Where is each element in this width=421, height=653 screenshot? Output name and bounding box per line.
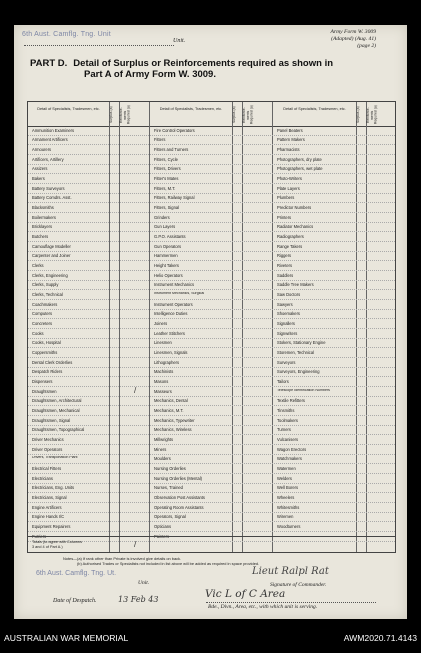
trade-label: Plumbers [277,195,295,201]
trade-label: Despatch Riders [32,369,63,375]
trade-label: Moulders [154,456,171,462]
table-row [28,464,395,474]
table-row [28,513,395,523]
reinforcements-header: Reinforce-ments Required (a) [366,105,378,125]
part-title [30,58,390,80]
trade-label: Operators, Signal [154,514,186,520]
trade-label: Storemen, Technical [277,349,315,355]
table-row [28,377,395,387]
trade-label: Intelligence Duties [154,311,188,317]
trade-label: Bricklayers [32,224,53,230]
trade-label: Furriers [32,533,47,539]
trade-label: Saddlers [277,272,294,278]
column-header: Detail of Specialists, Tradesmen, etc. [283,107,346,111]
trade-label: Helio Operators [154,272,183,278]
trade-label: Wiremen [277,514,294,520]
trade-label: Draughtsmen, Signal [32,417,71,423]
trade-label: Operating Room Assistants [154,504,204,510]
trade-label: Fitters and Turners [154,146,189,152]
table-row [28,145,395,155]
trade-label: Linesmen [154,340,172,346]
trade-label: Camouflage Modeller [32,243,71,249]
note-a: Notes—(a) If rank other than Private is involved give details on back. [63,556,182,561]
surplus-header: Surplus (a) [232,106,236,124]
trade-label: Signallers [277,320,295,326]
commander-signature: Lieut Ralpl Rat [252,566,329,577]
table-row [28,435,395,445]
trade-label: Photographers, dry plate [277,156,322,162]
signature-label: Signature of Commander. [270,582,327,588]
trade-label: Ammunition Examiners [32,127,75,133]
trade-label: Armament Artificers [32,137,68,143]
unit-label-2: Unit. [138,580,150,586]
table-row [28,271,395,281]
trade-label: Draughtsmen, Topographical [32,427,85,433]
trade-label: Dental Clerk Orderlies [32,359,73,365]
trade-label: Instrument Mechanics [154,282,195,288]
trade-label: Miners [154,446,167,452]
table-row [28,155,395,165]
trade-label: Well Borers [277,485,299,491]
trade-label: Instrument Operators [154,301,193,307]
table-row [28,445,395,455]
table-row [28,310,395,320]
totals-label [32,540,82,549]
trade-label: Gun Layers [154,224,176,230]
trade-label: Mechanics, Wireless [154,427,192,433]
form-ref-line: (Adapted) (Aug. 41) [331,36,376,42]
trade-label: Mechanics, M.T. [154,407,184,413]
bde-label: Bde., Divn., Area, etc., with which unit is serving. [208,604,318,610]
trade-label: Electricians [32,475,53,481]
trade-label: Butchers [32,233,49,239]
trade-label: Concreters [32,320,53,326]
trade-label: Drivers, Transportation Plant [32,456,78,460]
bde-line [206,602,376,603]
trade-label: Welders [277,475,292,481]
trade-label: Saddle Tree Makers [277,282,314,288]
table-row [28,319,395,329]
trade-label: Clerks, Supply [32,282,59,288]
column-header: Detail of Specialists, Tradesmen, etc. [159,107,223,111]
notes [63,556,383,566]
archive-footer [0,623,421,653]
trade-label: Battery Comdrs. Asst. [32,195,72,201]
trade-label: Plate Layers [277,185,300,191]
trade-label: Carpenter and Joiner [32,253,71,259]
trade-label: Woodturners [277,523,301,529]
trade-label: Watermen [277,465,296,471]
trade-label: Assizers [32,166,48,172]
trade-label: Grinders [154,214,170,220]
table-row [28,136,395,146]
title-line-2: Part A of Army Form W. 3009. [84,69,216,80]
trade-label: Gun Operators [154,243,182,249]
form-ref-line: Army Form W. 3009 [330,29,376,35]
trade-label: Artificers, Artillery [32,156,64,162]
table-row [28,348,395,358]
trade-label: Engine Artificers [32,504,62,510]
trade-label: Predictor Numbers [277,204,312,210]
trade-label: Clerks, Technical [32,291,63,297]
totals-label-line: Totals (to agree with Columns [32,540,83,544]
trade-label: Textile Refitters [277,398,305,404]
totals-row [28,533,395,555]
trade-label: Blacksmiths [32,204,54,210]
table-row [28,174,395,184]
trade-label: G.P.O. Assistants [154,233,186,239]
specialists-table [27,101,396,553]
trade-label: Electricians, Signal [32,494,67,500]
table-row [28,339,395,349]
trade-label: Fitter's Mates [154,175,179,181]
trade-label: Masseurs [154,388,172,394]
trade-label: Mechanics, Dental [154,398,188,404]
trade-label: Cooks [32,330,44,336]
trade-label: Riggers [277,253,292,259]
despatch-label: Date of Despatch. [53,598,97,604]
trade-label: Linesmen, Signals [154,349,188,355]
trade-label: Equipment Repairers [32,523,71,529]
trade-label: Range Takers [277,243,303,249]
trade-label: Pattern Makers [277,137,305,143]
table-row [28,126,395,136]
reinforcements-header: Reinforce-ments Required (a) [242,105,254,125]
trade-label: Coppersmiths [32,349,58,355]
trade-label: Wagon Erectors [277,446,307,452]
trade-label: Surveyors, Engineering [277,369,320,375]
table-row [28,522,395,532]
table-row [28,387,395,397]
trade-label: Fitters, Drivers [154,166,181,172]
table-row [28,223,395,233]
table-row [28,503,395,513]
trade-label: Millwrights [154,436,174,442]
archive-name: AUSTRALIAN WAR MEMORIAL [4,633,129,643]
trade-label: Driver Operators [32,446,63,452]
table-row [28,184,395,194]
reinforcements-header: Reinforce-ments Required (a) [119,105,131,125]
trade-label: Fitters, Signal [154,204,180,210]
table-row [28,358,395,368]
trade-label: Shoemakers [277,311,300,317]
trade-label: Electrical Fitters [32,465,62,471]
trade-label: Joiners [154,320,168,326]
trade-label: Fitters, Railway Signal [154,195,195,201]
trade-label: Bakers [32,175,45,181]
trade-label: Nursing Orderlies (Mental) [154,475,203,481]
part-label: PART D. [30,58,68,69]
trade-label: Lithographers [154,359,180,365]
trade-label: Toolmakers [277,417,298,423]
column-header: Detail of Specialists, Tradesmen, etc. [37,107,100,111]
trade-label: Clerks, Engineering [32,272,68,278]
table-row [28,203,395,213]
trade-label: Wheelers [277,494,295,500]
archive-id: AWM2020.71.4143 [343,633,417,643]
trade-label: Radiographers [277,233,304,239]
form-reference [306,29,376,50]
note-b: (b) Authorised Trades or Specialists not included in list above will be added as required in space provided. [77,561,260,566]
trade-label: Dispensers [32,378,53,384]
trade-label: Engine Hands I/C [32,514,65,520]
table-row [28,242,395,252]
table-row [28,455,395,465]
title-line-1: Detail of Surplus or Reinforcements required as shown in [73,58,334,69]
draughtsmen-reinforcement-mark: / [134,386,137,396]
table-row [28,281,395,291]
table-row [28,368,395,378]
table-row [28,416,395,426]
trade-label: Tinsmiths [277,407,295,413]
form-ref-line: (page 2) [357,43,376,49]
trade-label: Opticians [154,523,172,529]
trade-label: Leather Stitchers [154,330,185,336]
surplus-header: Surplus (a) [109,106,113,124]
trade-label: Machinists [154,369,174,375]
trade-label: Whitesmiths [277,504,300,510]
table-row [28,165,395,175]
bde-area-handwritten: Vic L of C Area [205,588,286,600]
trade-label: Draughtsmen, Mechanical [32,407,80,413]
trade-label: Sawyers [277,301,293,307]
table-row [28,484,395,494]
trade-label: Hammermen [154,253,178,259]
unit-stamp-2: 6th Aust. Camflg. Tng. Ut. [36,570,117,577]
table-row [28,213,395,223]
trade-label: Telescope Identification Numbers [277,388,330,392]
trade-label: Electricians, Eng. Units [32,485,75,491]
trade-label: Draughtsmen [32,388,57,394]
table-row [28,406,395,416]
totals-label-line: 3 and 4 of Part A.) [32,544,63,549]
trade-label: Draughtsmen, Architectural [32,398,82,404]
surplus-header: Surplus (a) [356,106,360,124]
trade-label: Photographers, wet plate [277,166,323,172]
trade-label: Computers [32,311,53,317]
total-reinforcement-mark: / [134,540,137,549]
trade-label: Saw Doctors [277,291,301,297]
trade-label: Mechanics, Typewriter [154,417,195,423]
trade-label: Watchmakers [277,456,302,462]
trade-label: Driver Mechanics [32,436,64,442]
trade-label: Fitters, M.T. [154,185,176,191]
unit-stamp: 6th Aust. Camflg. Tng. Unit [22,31,111,38]
trade-label: Fitters, Cycle [154,156,178,162]
table-row [28,329,395,339]
trade-label: Turners [277,427,291,433]
trade-label: Battery Surveyors [32,185,65,191]
trade-label: Panel Beaters [277,127,303,133]
trade-label: Armourers [32,146,52,152]
table-row [28,252,395,262]
table-row [28,493,395,503]
table-row [28,232,395,242]
trade-label: Pharmacists [277,146,300,152]
trade-label: Boilermakers [32,214,56,220]
despatch-date: 13 Feb 43 [118,595,159,604]
unit-label: Unit. [173,38,186,44]
trade-label: Printers [277,214,292,220]
trade-label: Observation Post Assistants [154,494,205,500]
trade-label: Fire Control Operators [154,127,195,133]
table-row [28,474,395,484]
trade-label: Instrument Mechanics, Surgical [154,291,205,295]
trade-label: Photo-Writers [277,175,302,181]
trade-label: Masons [154,378,169,384]
table-row [28,300,395,310]
trade-label: Painters [154,533,170,539]
trade-label: Nursing Orderlies [154,465,186,471]
table-row [28,261,395,271]
trade-label: Stokers, Stationary Engine [277,340,326,346]
trade-label: Coachmakers [32,301,58,307]
trade-label: Clerks [32,262,44,268]
trade-label: Cooks, Hospital [32,340,61,346]
trade-label: Height Takers [154,262,179,268]
table-row [28,194,395,204]
trade-label: Nurses, Trained [154,485,183,491]
trade-label: Surveyors [277,359,296,365]
unit-line [24,45,174,46]
trade-label: Signwriters [277,330,298,336]
trade-label: Vulcanisers [277,436,299,442]
trade-label: Fitters [154,137,166,143]
trade-label: Radiator Mechanics [277,224,314,230]
table-row [28,397,395,407]
trade-label: Tailors [277,378,289,384]
table-row [28,426,395,436]
trade-label: Riveters [277,262,293,268]
table-row [28,290,395,300]
